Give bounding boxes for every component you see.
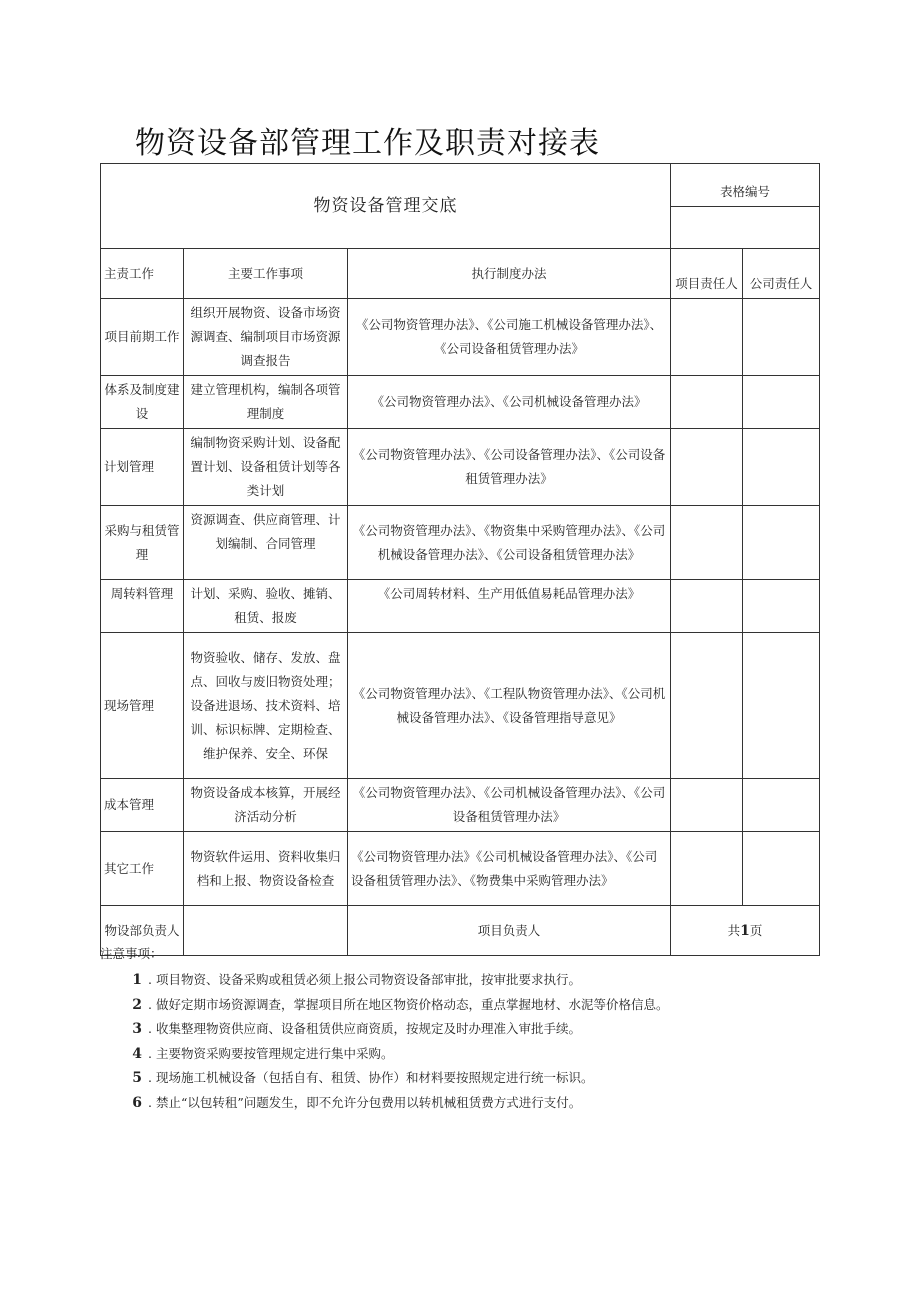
col-header-regulations: 执行制度办法	[348, 249, 671, 299]
responsibility-table	[100, 163, 820, 956]
row-items: 组织开展物资、设备市场资源调查、编制项目市场资源调查报告	[184, 299, 348, 376]
note-number: 2	[132, 996, 142, 1013]
row-items: 物资软件运用、资料收集归档和上报、物资设备检查	[184, 832, 348, 906]
row-company-owner[interactable]	[743, 299, 820, 376]
row-company-owner[interactable]	[743, 506, 820, 580]
col-header-project-owner: 项目责任人	[671, 249, 743, 299]
note-text: . 做好定期市场资源调查，掌握项目所在地区物资价格动态，重点掌握地材、水泥等价格信息。	[148, 996, 669, 1012]
note-number: 6	[132, 1094, 142, 1111]
row-duty: 周转料管理	[101, 580, 184, 633]
column-header-row	[101, 249, 820, 299]
note-text: . 收集整理物资供应商、设备租赁供应商资质，按规定及时办理准入审批手续。	[148, 1021, 581, 1036]
table-header-title: 物资设备管理交底	[101, 164, 671, 249]
row-regulations: 《公司周转材料、生产用低值易耗品管理办法》	[348, 580, 671, 633]
row-regulations: 《公司物资管理办法》、《公司设备管理办法》、《公司设备租赁管理办法》	[348, 429, 671, 506]
table-row	[101, 506, 820, 580]
row-project-owner[interactable]	[671, 299, 743, 376]
page-count-number: 1	[740, 922, 750, 939]
note-item	[100, 1042, 819, 1066]
row-items: 物资设备成本核算，开展经济活动分析	[184, 779, 348, 832]
col-header-main-duty: 主责工作	[101, 249, 184, 299]
table-header-row	[101, 164, 820, 207]
table-row	[101, 429, 820, 506]
table-row	[101, 580, 820, 633]
table-row	[101, 376, 820, 429]
table-row	[101, 832, 820, 906]
row-company-owner[interactable]	[743, 580, 820, 633]
row-project-owner[interactable]	[671, 429, 743, 506]
row-items: 编制物资采购计划、设备配置计划、设备租赁计划等各类计划	[184, 429, 348, 506]
table-row	[101, 633, 820, 779]
row-items: 资源调查、供应商管理、计划编制、合同管理	[184, 506, 348, 580]
row-regulations: 《公司物资管理办法》《公司机械设备管理办法》、《公司设备租赁管理办法》、《物费集中采购管理办法》	[348, 832, 671, 906]
note-number: 3	[132, 1021, 142, 1037]
note-number: 1	[132, 972, 142, 988]
row-duty: 体系及制度建设	[101, 376, 184, 429]
row-duty: 计划管理	[101, 429, 184, 506]
row-company-owner[interactable]	[743, 429, 820, 506]
row-duty: 成本管理	[101, 779, 184, 832]
col-header-main-items: 主要工作事项	[184, 249, 348, 299]
notes-title: 注意事项：	[100, 946, 163, 961]
row-project-owner[interactable]	[671, 506, 743, 580]
row-project-owner[interactable]	[671, 580, 743, 633]
note-item	[100, 1017, 819, 1041]
note-item	[100, 968, 819, 992]
note-number: 5	[132, 1070, 142, 1086]
row-duty: 项目前期工作	[101, 299, 184, 376]
row-project-owner[interactable]	[671, 376, 743, 429]
notes-section	[100, 942, 819, 1115]
row-regulations: 《公司物资管理办法》、《工程队物资管理办法》、《公司机械设备管理办法》、《设备管理指导意见》	[348, 633, 671, 779]
page-count-suffix: 页	[749, 922, 763, 938]
row-company-owner[interactable]	[743, 832, 820, 906]
note-item	[100, 1066, 819, 1090]
row-duty: 其它工作	[101, 832, 184, 906]
row-regulations: 《公司物资管理办法》、《物资集中采购管理办法》、《公司机械设备管理办法》、《公司设备租赁管理办法》	[348, 506, 671, 580]
note-number: 4	[132, 1045, 142, 1062]
row-regulations: 《公司物资管理办法》、《公司机械设备管理办法》	[348, 376, 671, 429]
row-regulations: 《公司物资管理办法》、《公司施工机械设备管理办法》、《公司设备租赁管理办法》	[348, 299, 671, 376]
note-text: . 项目物资、设备采购或租赁必须上报公司物资设备部审批，按审批要求执行。	[148, 972, 581, 987]
row-project-owner[interactable]	[671, 779, 743, 832]
note-text: . 禁止“以包转租”问题发生，即不允许分包费用以转机械租赁费方式进行支付。	[148, 1094, 582, 1110]
row-items: 计划、采购、验收、摊销、租赁、报废	[184, 580, 348, 633]
row-items: 物资验收、储存、发放、盘点、回收与废旧物资处理；设备进退场、技术资料、培训、标识标牌、定期检查、维护保养、安全、环保	[184, 633, 348, 779]
dept-leader-label: 物设部负责人	[101, 906, 184, 956]
note-item	[100, 993, 819, 1017]
note-text: . 现场施工机械设备（包括自有、租赁、协作）和材料要按照规定进行统一标识。	[148, 1070, 594, 1085]
row-regulations: 《公司物资管理办法》、《公司机械设备管理办法》、《公司设备租赁管理办法》	[348, 779, 671, 832]
page-title: 物资设备部管理工作及职责对接表	[135, 126, 600, 161]
row-company-owner[interactable]	[743, 779, 820, 832]
table-row	[101, 779, 820, 832]
note-item	[100, 1091, 819, 1115]
row-items: 建立管理机构，编制各项管理制度	[184, 376, 348, 429]
row-company-owner[interactable]	[743, 376, 820, 429]
row-duty: 现场管理	[101, 633, 184, 779]
page-count-prefix: 共	[727, 922, 741, 938]
row-project-owner[interactable]	[671, 633, 743, 779]
note-text: . 主要物资采购要按管理规定进行集中采购。	[148, 1045, 394, 1061]
col-header-company-owner: 公司责任人	[743, 249, 820, 299]
project-leader-label: 项目负责人	[348, 906, 671, 956]
row-project-owner[interactable]	[671, 832, 743, 906]
row-company-owner[interactable]	[743, 633, 820, 779]
row-duty: 采购与租赁管理	[101, 506, 184, 580]
form-number-value[interactable]	[671, 207, 820, 249]
table-row	[101, 299, 820, 376]
form-number-label: 表格编号	[671, 164, 820, 207]
